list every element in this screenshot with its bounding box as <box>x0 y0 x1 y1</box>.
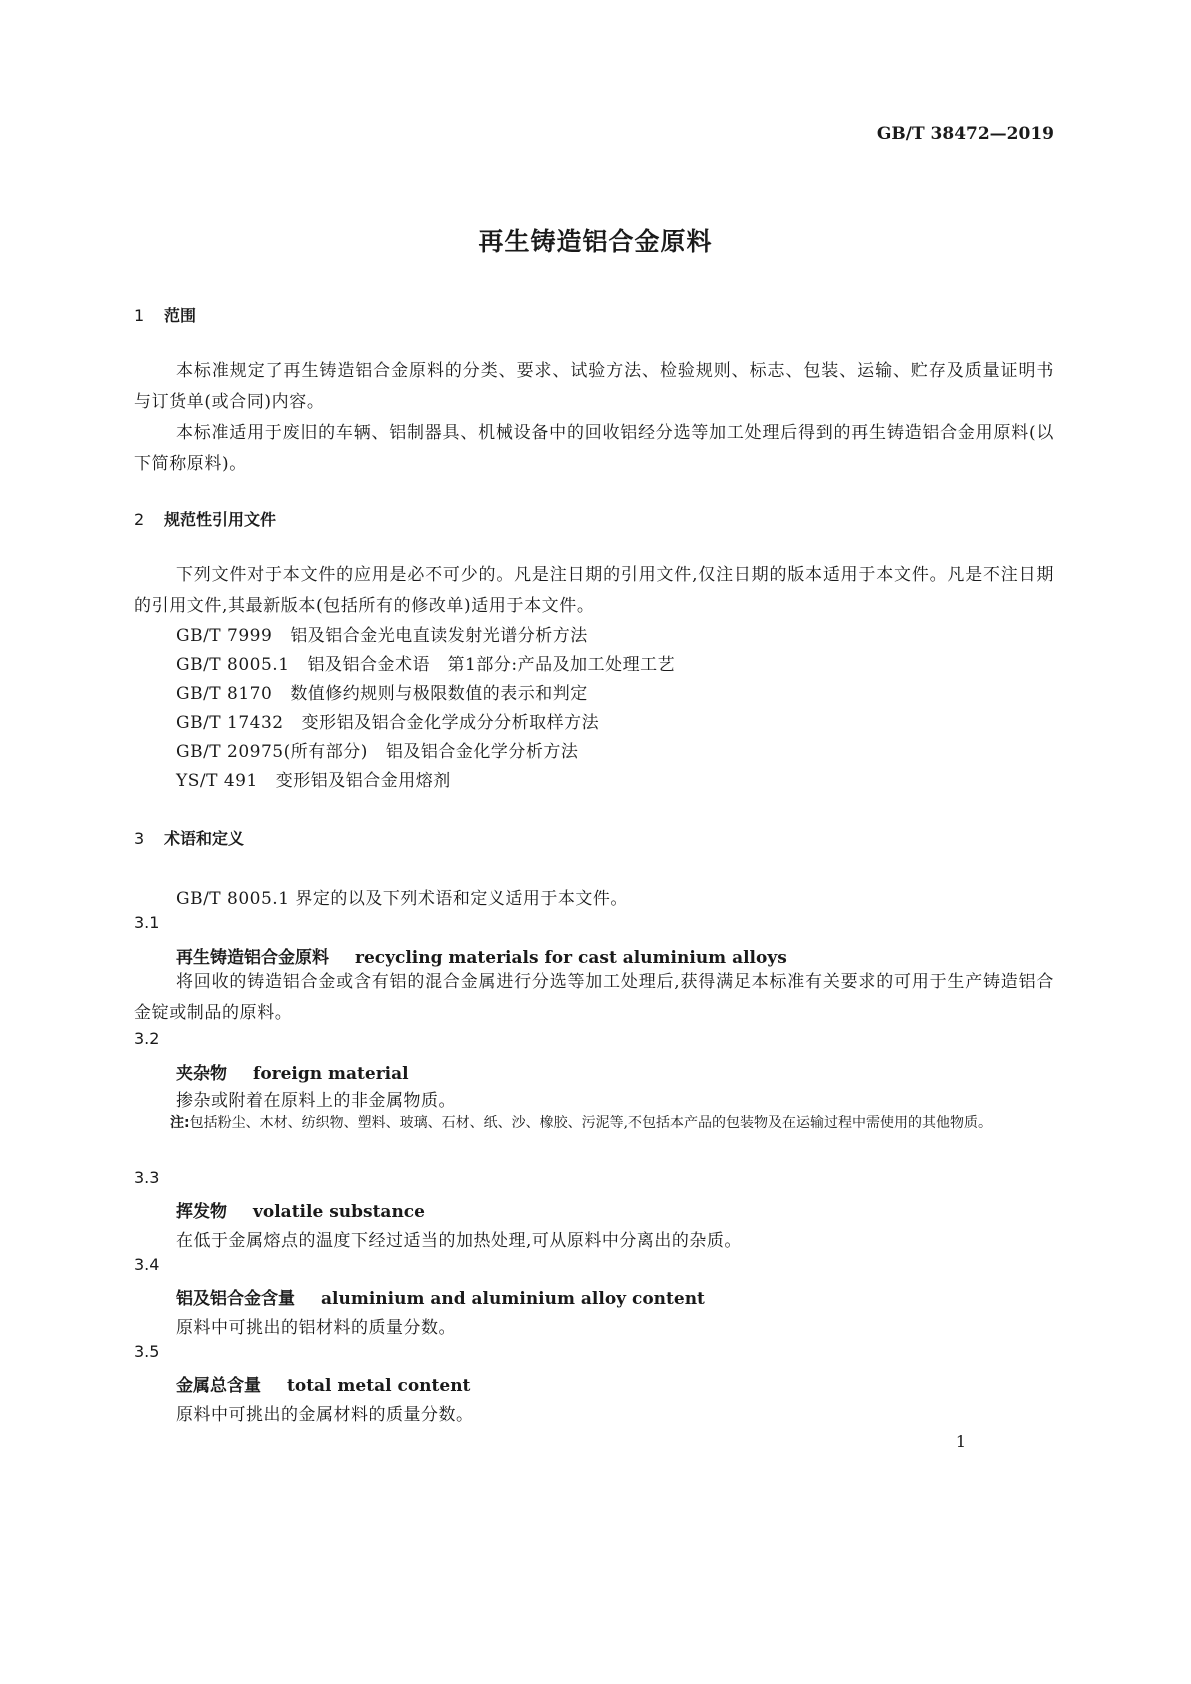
section-number: 2 <box>134 510 145 529</box>
reference-name: 数值修约规则与极限数值的表示和判定 <box>290 684 588 704</box>
reference-name: 铝及铝合金光电直读发射光谱分析方法 <box>290 626 588 646</box>
term-cn: 再生铸造铝合金原料 <box>176 948 329 968</box>
reference-item <box>176 621 588 646</box>
document-title: 再生铸造铝合金原料 <box>478 227 713 256</box>
term-definition: 原料中可挑出的金属材料的质量分数。 <box>176 1405 474 1425</box>
term-number: 3.1 <box>134 913 160 932</box>
reference-code: GB/T 20975(所有部分) <box>176 742 368 762</box>
term-number: 3.2 <box>134 1029 160 1048</box>
terms-intro: GB/T 8005.1 界定的以及下列术语和定义适用于本文件。 <box>176 889 628 909</box>
reference-name: 变形铝及铝合金用熔剂 <box>275 771 451 791</box>
term-definition: 原料中可挑出的铝材料的质量分数。 <box>176 1318 456 1338</box>
reference-item <box>176 650 675 675</box>
term-en: total metal content <box>287 1376 471 1396</box>
reference-item <box>176 679 588 704</box>
term-en: aluminium and aluminium alloy content <box>321 1289 705 1309</box>
section-number: 3 <box>134 829 145 848</box>
scope-paragraph-1: 本标准规定了再生铸造铝合金原料的分类、要求、试验方法、检验规则、标志、包装、运输、贮存及质量证明书与订货单(或合同)内容。 <box>134 361 1054 412</box>
term-heading <box>176 1284 705 1309</box>
term-heading <box>176 1197 425 1222</box>
term-cn: 金属总含量 <box>176 1376 261 1396</box>
note-text: 包括粉尘、木材、纺织物、塑料、玻璃、石材、纸、沙、橡胶、污泥等,不包括本产品的包装物及在运输过程中需使用的其他物质。 <box>189 1115 993 1131</box>
term-heading <box>176 1059 409 1084</box>
page-number: 1 <box>955 1432 966 1451</box>
section-heading-references <box>134 507 276 530</box>
reference-name: 铝及铝合金术语 第1部分:产品及加工处理工艺 <box>307 655 676 675</box>
term-number: 3.5 <box>134 1342 160 1361</box>
term-en: volatile substance <box>253 1202 425 1222</box>
section-title: 术语和定义 <box>164 829 245 848</box>
section-title: 范围 <box>164 306 197 325</box>
term-heading <box>176 943 787 968</box>
section-title: 规范性引用文件 <box>164 510 277 529</box>
term-en: recycling materials for cast aluminium alloys <box>355 948 787 968</box>
reference-item <box>176 766 451 791</box>
standard-number: GB/T 38472—2019 <box>876 124 1054 144</box>
term-number: 3.4 <box>134 1255 160 1274</box>
term-heading <box>176 1371 470 1396</box>
term-definition: 在低于金属熔点的温度下经过适当的加热处理,可从原料中分离出的杂质。 <box>176 1231 742 1251</box>
note-label: 注: <box>170 1115 190 1131</box>
reference-name: 变形铝及铝合金化学成分分析取样方法 <box>301 713 600 733</box>
term-cn: 铝及铝合金含量 <box>176 1289 295 1309</box>
reference-code: YS/T 491 <box>176 771 258 791</box>
reference-item <box>176 708 599 733</box>
term-en: foreign material <box>253 1064 409 1084</box>
section-heading-terms <box>134 826 244 849</box>
term-cn: 夹杂物 <box>176 1064 227 1084</box>
reference-name: 铝及铝合金化学分析方法 <box>385 742 579 762</box>
reference-code: GB/T 17432 <box>176 713 284 733</box>
reference-code: GB/T 7999 <box>176 626 273 646</box>
references-intro: 下列文件对于本文件的应用是必不可少的。凡是注日期的引用文件,仅注日期的版本适用于本文件。凡是不注日期的引用文件,其最新版本(包括所有的修改单)适用于本文件。 <box>134 565 1054 616</box>
term-definition: 掺杂或附着在原料上的非金属物质。 <box>176 1091 456 1111</box>
term-note <box>170 1110 1054 1136</box>
term-number: 3.3 <box>134 1168 160 1187</box>
reference-item <box>176 737 578 762</box>
section-number: 1 <box>134 306 145 325</box>
term-cn: 挥发物 <box>176 1202 227 1222</box>
scope-paragraph-2: 本标准适用于废旧的车辆、铝制器具、机械设备中的回收铝经分选等加工处理后得到的再生铸造铝合金用原料(以下简称原料)。 <box>134 423 1054 474</box>
term-definition: 将回收的铸造铝合金或含有铝的混合金属进行分选等加工处理后,获得满足本标准有关要求的可用于生产铸造铝合金锭或制品的原料。 <box>134 972 1054 1023</box>
reference-code: GB/T 8170 <box>176 684 273 704</box>
reference-code: GB/T 8005.1 <box>176 655 290 675</box>
section-heading-scope <box>134 303 196 326</box>
